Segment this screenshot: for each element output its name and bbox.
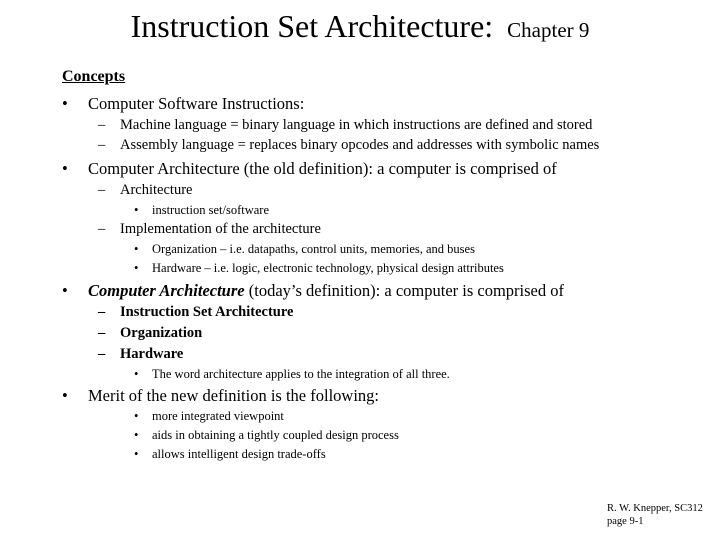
bullet-text: Computer Architecture (the old definition): a computer is comprised of: [88, 159, 557, 178]
footer-page-number: page 9-1: [607, 516, 644, 527]
slide-title: [0, 6, 720, 53]
title-main: Instruction Set Architecture:: [130, 8, 494, 44]
slide-footer: [607, 502, 703, 528]
sub-sub-item-text: The word architecture applies to the integration of all three.: [152, 367, 450, 381]
bullet-text: Merit of the new definition is the following:: [88, 386, 379, 405]
bullet-text: [88, 281, 564, 301]
dash-marker: –: [98, 221, 106, 237]
bullet-marker: •: [62, 94, 68, 113]
emphasis-text: Computer Architecture: [88, 281, 245, 300]
sub-item-text: Implementation of the architecture: [120, 221, 321, 237]
bullet-marker: •: [62, 281, 68, 300]
title-chapter: Chapter 9: [507, 18, 590, 42]
dash-marker: –: [98, 325, 106, 341]
bullet-marker: •: [62, 159, 68, 178]
sub-sub-item-text: more integrated viewpoint: [152, 409, 284, 423]
sub-item-text: Machine language = binary language in which instructions are defined and stored: [120, 117, 593, 133]
bullet-marker: •: [134, 203, 139, 217]
sub-item-text: Assembly language = replaces binary opcodes and addresses with symbolic names: [120, 137, 600, 153]
footer-author: R. W. Knepper, SC312: [607, 503, 703, 514]
dash-marker: –: [98, 137, 106, 153]
sub-sub-item-text: Hardware – i.e. logic, electronic technology, physical design attributes: [152, 261, 504, 275]
sub-item-text: Instruction Set Architecture: [120, 304, 294, 320]
sub-item-text: Organization: [120, 325, 203, 341]
sub-sub-item-text: aids in obtaining a tightly coupled design process: [152, 428, 399, 442]
bullet-marker: •: [134, 261, 139, 275]
sub-item-text: Architecture: [120, 182, 193, 198]
bullet-marker: •: [134, 367, 139, 381]
sub-sub-item-text: allows intelligent design trade-offs: [152, 447, 326, 461]
concepts-heading: Concepts: [62, 68, 126, 85]
dash-marker: –: [98, 304, 106, 320]
bullet-marker: •: [62, 386, 68, 405]
bullet-marker: •: [134, 428, 139, 442]
sub-item-text: Hardware: [120, 346, 184, 362]
dash-marker: –: [98, 117, 106, 133]
bullet-text-rest: (today’s definition): a computer is comprised of: [244, 281, 564, 300]
sub-sub-item-text: instruction set/software: [152, 203, 269, 217]
dash-marker: –: [98, 182, 106, 198]
bullet-marker: •: [134, 242, 139, 256]
bullet-marker: •: [134, 409, 139, 423]
bullet-text: Computer Software Instructions:: [88, 94, 305, 113]
bullet-marker: •: [134, 447, 139, 461]
sub-sub-item-text: Organization – i.e. datapaths, control units, memories, and buses: [152, 242, 475, 256]
dash-marker: –: [98, 346, 106, 362]
